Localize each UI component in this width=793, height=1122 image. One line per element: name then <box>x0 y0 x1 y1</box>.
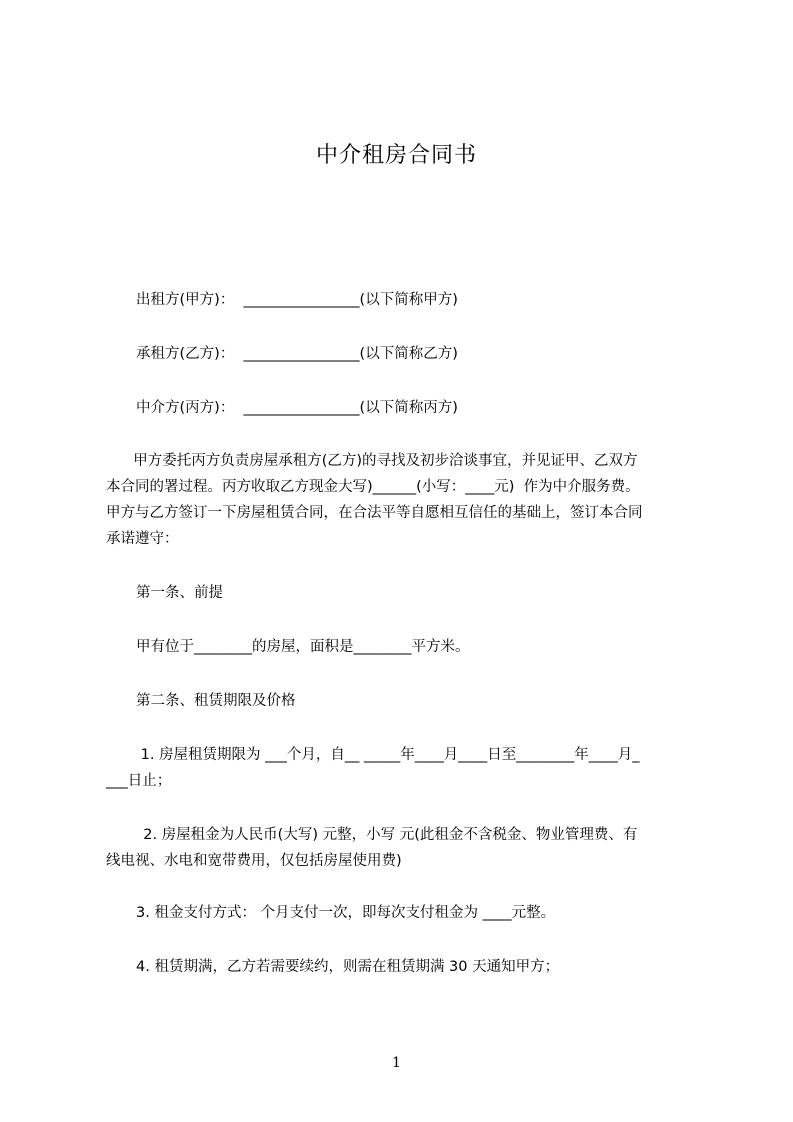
party-agent-line <box>136 398 458 418</box>
intro-line: 本合同的署过程。丙方收取乙方现金大写)______(小写：____元) 作为中介服务费。 <box>106 479 640 495</box>
clause-1-line: 1. 房屋租赁期限为 ___个月，自__ _____年____月____日至________年____月_ <box>136 747 640 763</box>
clause-2 <box>106 822 706 874</box>
article-2-heading: 第二条、租赁期限及价格 <box>136 693 296 709</box>
clause-4: 4. 租赁期满，乙方若需要续约，则需在租赁期满 30 天通知甲方； <box>136 959 560 975</box>
party-lessor-line <box>136 290 458 310</box>
intro-paragraph <box>106 448 706 552</box>
party-lessee-label: 承租方(乙方)： <box>136 346 235 362</box>
intro-line: 甲方委托丙方负责房屋承租方(乙方)的寻找及初步洽谈事宜，并见证甲、乙双方 <box>124 453 638 469</box>
clause-1-line: ___日止； <box>106 773 172 789</box>
document-title: 中介租房合同书 <box>315 143 477 168</box>
party-lessee-line <box>136 344 458 364</box>
page-number: 1 <box>392 1055 401 1071</box>
clause-2-line: 2. 房屋租金为人民币(大写) 元整，小写 元(此租金不含税金、物业管理费、有 <box>134 827 638 843</box>
party-lessor-suffix: (以下简称甲方) <box>359 292 458 308</box>
intro-line: 甲方与乙方签订一下房屋租赁合同，在合法平等自愿相互信任的基础上，签订本合同 <box>106 505 643 521</box>
clause-2-line: 线电视、水电和宽带费用，仅包括房屋使用费) <box>106 853 402 869</box>
party-lessor-blank: ________________ <box>243 292 360 308</box>
article-1-text: 甲有位于________的房屋，面积是________平方米。 <box>136 639 470 655</box>
article-1-heading: 第一条、前提 <box>136 585 223 601</box>
party-agent-label: 中介方(丙方)： <box>136 400 235 416</box>
clause-1 <box>106 742 706 794</box>
party-agent-blank: ________________ <box>243 400 360 416</box>
intro-line: 承诺遵守： <box>106 531 179 547</box>
clause-3: 3. 租金支付方式： 个月支付一次，即每次支付租金为 ____元整。 <box>136 905 556 921</box>
party-lessee-suffix: (以下简称乙方) <box>359 346 458 362</box>
party-lessor-label: 出租方(甲方)： <box>136 292 235 308</box>
party-agent-suffix: (以下简称丙方) <box>359 400 458 416</box>
party-lessee-blank: ________________ <box>243 346 360 362</box>
